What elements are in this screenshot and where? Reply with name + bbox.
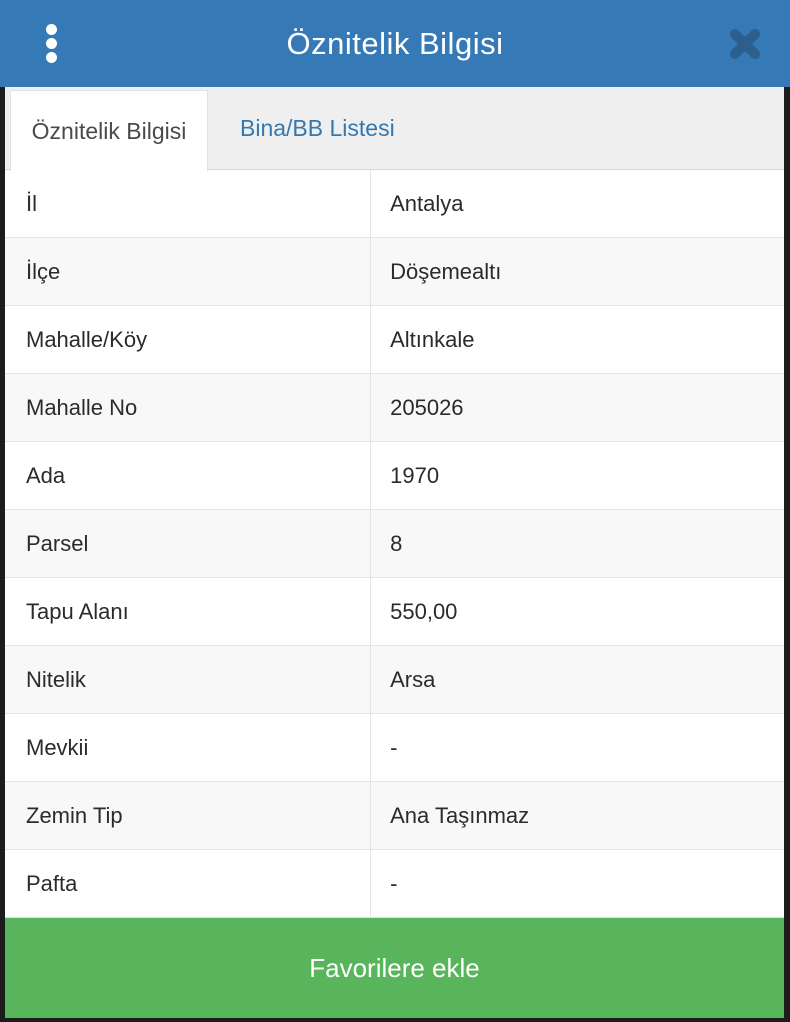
table-row-parsel: [5, 510, 784, 578]
row-label: Zemin Tip: [5, 782, 371, 849]
tab-bar: [5, 87, 784, 170]
row-label: Mevkii: [5, 714, 371, 781]
row-label: Mahalle/Köy: [5, 306, 371, 373]
row-value: -: [390, 734, 398, 760]
table-row-mahalle-koy: [5, 306, 784, 374]
row-value: 205026: [390, 394, 464, 420]
add-to-favorites-button[interactable]: Favorilere ekle: [5, 918, 784, 1018]
row-value: Döşemealtı: [390, 258, 502, 284]
attribute-table: [5, 170, 784, 918]
table-row-ada: [5, 442, 784, 510]
table-row-mahalle-no: [5, 374, 784, 442]
row-value: Arsa: [390, 666, 436, 692]
row-value: Antalya: [390, 190, 464, 216]
close-icon[interactable]: [726, 25, 764, 63]
table-row-il: [5, 170, 784, 238]
row-label: İlçe: [5, 238, 371, 305]
tab-oznitelik-bilgisi[interactable]: [10, 90, 208, 171]
table-row-mevkii: [5, 714, 784, 782]
row-label: Nitelik: [5, 646, 371, 713]
tab-label: Bina/BB Listesi: [240, 114, 395, 141]
row-label: Tapu Alanı: [5, 578, 371, 645]
row-label: Ada: [5, 442, 371, 509]
table-row-zemin-tip: [5, 782, 784, 850]
row-value: Ana Taşınmaz: [390, 802, 530, 828]
row-value: Altınkale: [390, 326, 475, 352]
tab-bina-bb-listesi[interactable]: [208, 87, 427, 169]
kebab-menu-icon[interactable]: [42, 19, 61, 69]
row-label: İl: [5, 170, 371, 237]
row-value: 550,00: [390, 598, 458, 624]
row-label: Mahalle No: [5, 374, 371, 441]
modal-title: Öznitelik Bilgisi: [286, 25, 504, 61]
table-row-pafta: [5, 850, 784, 918]
row-value: 1970: [390, 462, 440, 488]
modal-header: [0, 0, 790, 87]
row-value: 8: [390, 530, 403, 556]
row-label: Parsel: [5, 510, 371, 577]
row-value: -: [390, 870, 398, 896]
table-row-nitelik: [5, 646, 784, 714]
tab-label: Öznitelik Bilgisi: [31, 117, 187, 144]
modal-content: [5, 87, 784, 1018]
table-row-tapu-alani: [5, 578, 784, 646]
table-row-ilce: [5, 238, 784, 306]
row-label: Pafta: [5, 850, 371, 917]
